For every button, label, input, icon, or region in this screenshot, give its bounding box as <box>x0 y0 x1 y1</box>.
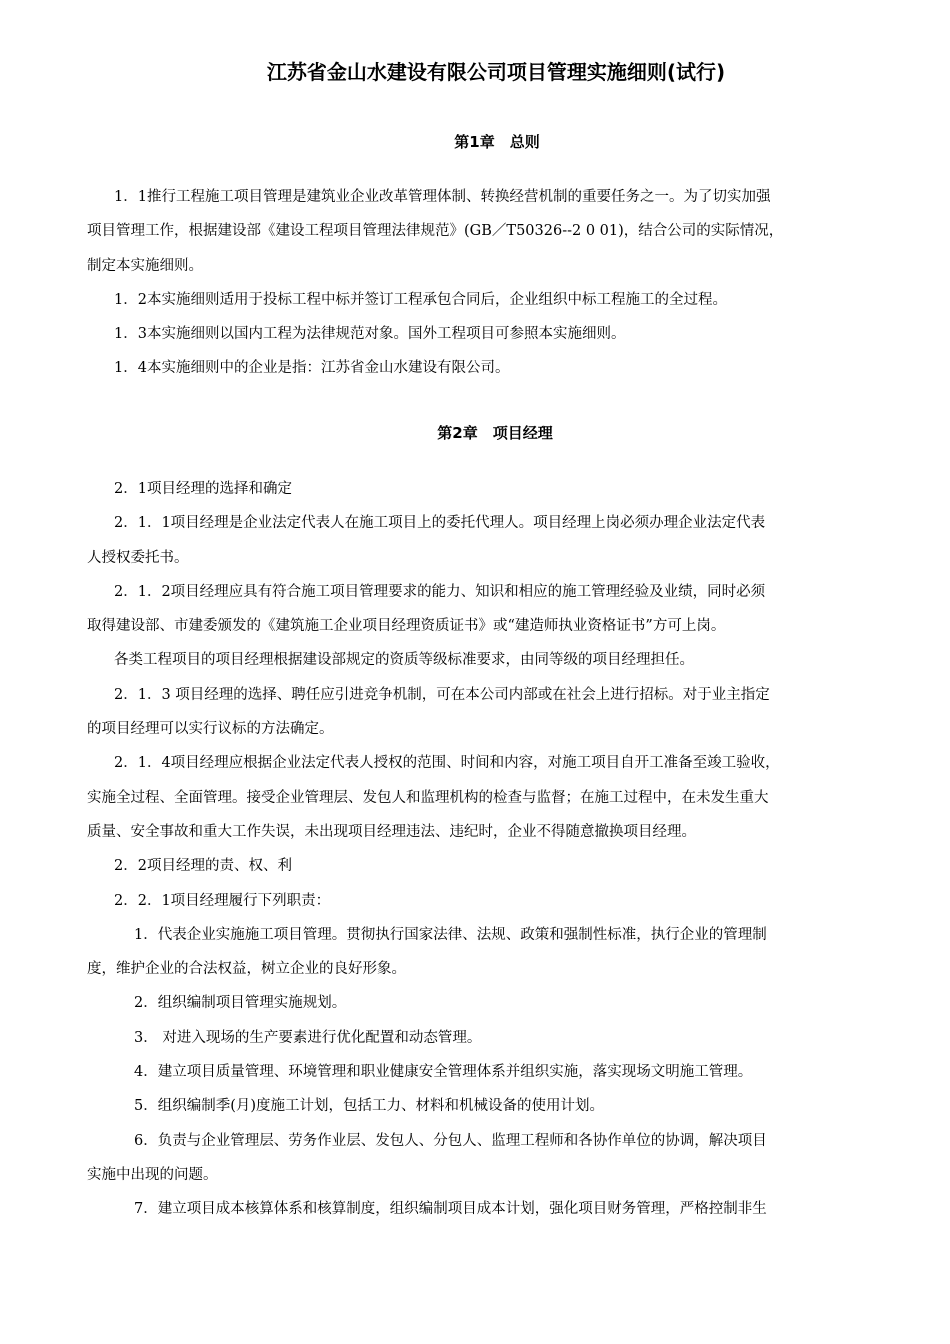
paragraph-line: 1．4本实施细则中的企业是指：江苏省金山水建设有限公司。 <box>114 360 510 377</box>
list-item-line: 2．组织编制项目管理实施规划。 <box>134 995 347 1012</box>
paragraph-line: 1．2本实施细则适用于投标工程中标并签订工程承包合同后，企业组织中标工程施工的全过程。 <box>114 291 727 308</box>
paragraph-line: 项目管理工作，根据建设部《建设工程项目管理法律规范》(GB／T50326--2 0 01)，结合公司的实际情况， <box>87 223 784 240</box>
list-item-line: 4．建立项目质量管理、环境管理和职业健康安全管理体系并组织实施，落实现场文明施工管理。 <box>134 1064 753 1081</box>
paragraph-line: 质量、安全事故和重大工作失误，未出现项目经理违法、违纪时，企业不得随意撤换项目经理。 <box>87 823 696 840</box>
list-item-line: 5．组织编制季(月)度施工计划，包括工力、材料和机械设备的使用计划。 <box>134 1098 605 1115</box>
paragraph-line: 制定本实施细则。 <box>87 257 203 274</box>
list-item-line: 3． 对进入现场的生产要素进行优化配置和动态管理。 <box>134 1029 482 1046</box>
paragraph-line: 2．1．3 项目经理的选择、聘任应引进竞争机制，可在本公司内部或在社会上进行招标。对于业主指定 <box>114 686 770 703</box>
list-item-line: 实施中出现的问题。 <box>87 1166 218 1183</box>
list-item-line: 7．建立项目成本核算体系和核算制度，组织编制项目成本计划，强化项目财务管理，严格控制非生 <box>134 1201 767 1218</box>
paragraph-line: 实施全过程、全面管理。接受企业管理层、发包人和监理机构的检查与监督；在施工过程中，在未发生重大 <box>87 789 769 806</box>
chapter-1-body <box>87 180 887 386</box>
paragraph-line: 2．2项目经理的责、权、利 <box>114 858 292 875</box>
paragraph-line: 1．1推行工程施工项目管理是建筑业企业改革管理体制、转换经营机制的重要任务之一。为了切实加强 <box>114 189 771 205</box>
chapter-2-heading: 第2章 项目经理 <box>437 424 553 442</box>
chapter-2-body <box>87 472 887 1227</box>
paragraph-line: 2．1．1项目经理是企业法定代表人在施工项目上的委托代理人。项目经理上岗必须办理企业法定代表 <box>114 515 766 532</box>
paragraph-line: 各类工程项目的项目经理根据建设部规定的资质等级标准要求，由同等级的项目经理担任。 <box>114 652 694 669</box>
list-item-line: 度，维护企业的合法权益，树立企业的良好形象。 <box>87 961 406 978</box>
paragraph-line: 的项目经理可以实行议标的方法确定。 <box>87 721 334 738</box>
paragraph-line: 2．2．1项目经理履行下列职责： <box>114 892 331 909</box>
list-item-line: 1．代表企业实施施工项目管理。贯彻执行国家法律、法规、政策和强制性标准，执行企业的管理制 <box>134 926 767 943</box>
chapter-1-heading: 第1章 总则 <box>454 133 540 151</box>
paragraph-line: 人授权委托书。 <box>87 549 189 566</box>
document-title: 江苏省金山水建设有限公司项目管理实施细则(试行) <box>266 60 726 84</box>
paragraph-line: 2．1项目经理的选择和确定 <box>114 481 292 497</box>
paragraph-line: 2．1．4项目经理应根据企业法定代表人授权的范围、时间和内容，对施工项目自开工准备至竣工验收， <box>114 755 780 772</box>
list-item-line: 6．负责与企业管理层、劳务作业层、发包人、分包人、监理工程师和各协作单位的协调，解决项目 <box>134 1132 767 1149</box>
paragraph-line: 2．1．2项目经理应具有符合施工项目管理要求的能力、知识和相应的施工管理经验及业绩，同时必须 <box>114 583 766 600</box>
paragraph-line: 取得建设部、市建委颁发的《建筑施工企业项目经理资质证书》或“建造师执业资格证书”方可上岗。 <box>87 618 726 635</box>
paragraph-line: 1．3本实施细则以国内工程为法律规范对象。国外工程项目可参照本实施细则。 <box>114 326 626 343</box>
